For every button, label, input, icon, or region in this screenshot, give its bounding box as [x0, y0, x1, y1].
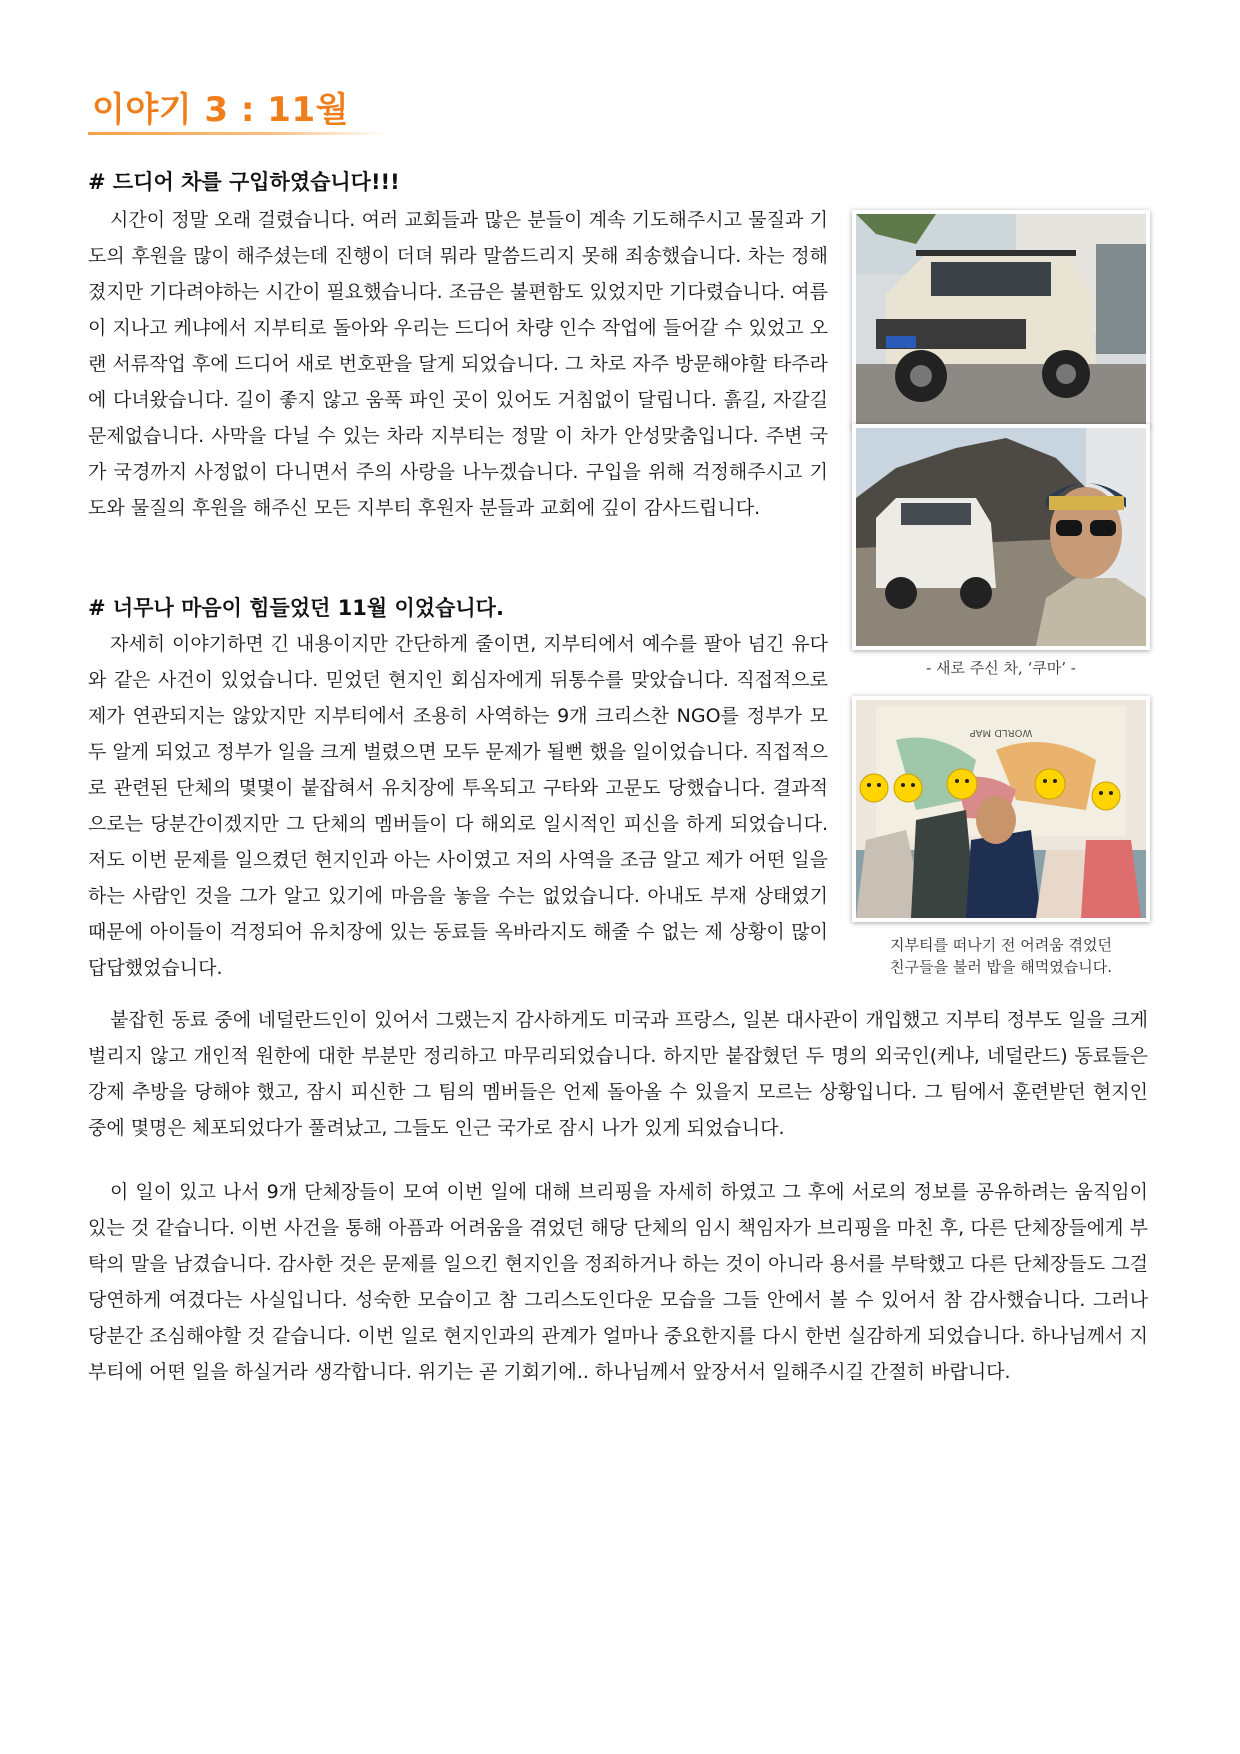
world-map-label: WORLD MAP: [969, 727, 1033, 738]
car-photo-selfie: [852, 424, 1150, 650]
car-caption: - 새로 주신 차, ‘쿠마’ -: [926, 659, 1076, 677]
paragraph-briefing: 이 일이 있고 나서 9개 단체장들이 모여 이번 일에 대해 브리핑을 자세히 하였고 그 후에 서로의 정보를 공유하려는 움직임이 있는 것 같습니다. 이번 사건을 통해 아픔과 어려움을 겪었던 해당 단체의 임시 책임자가 브리핑을 마친 후, 다른 단체장들에게 부탁의 말을 남겼습니다. 감사한 것은 문제를 일으킨 현지인을 정죄하거나 하는 것이 아니라 용서를 부탁했고 다른 단체장들도 그걸 당연하게 여겼다는 사실입니다. 성숙한 모습이고 참 그리스도인다운 모습을 그들 안에서 볼 수 있어서 참 감사했습니다. 그러나 당분간 조심해야할 것 같습니다. 이번 일로 현지인과의 관계가 얼마나 중요한지를 다시 한번 실감하게 되었습니다. 하나님께서 지부티에 어떤 일을 하실거라 생각합니다. 위기는 곧 기회기에.. 하나님께서 앞장서서 일해주시길 간절히 바랍니다.: [88, 1181, 1148, 1383]
paragraph-embassy: 붙잡힌 동료 중에 네덜란드인이 있어서 그랬는지 감사하게도 미국과 프랑스, 일본 대사관이 개입했고 지부티 정부도 일을 크게 벌리지 않고 개인적 원한에 대한 부분만 정리하고 마무리되었습니다. 하지만 붙잡혔던 두 명의 외국인(케냐, 네덜란드) 동료들은 강제 추방을 당해야 했고, 잠시 피신한 그 팀의 멤버들은 언제 돌아올 수 있을지 모르는 상황입니다. 그 팀에서 훈련받던 현지인 중에 몇명은 체포되었다가 풀려났고, 그들도 인근 국가로 잠시 나가 있게 되었습니다.: [88, 1009, 1148, 1139]
paragraph-november: 자세히 이야기하면 긴 내용이지만 간단하게 줄이면, 지부티에서 예수를 팔아 넘긴 유다와 같은 사건이 있었습니다. 믿었던 현지인 회심자에게 뒤통수를 맞았습니다. 직접적으로 제가 연관되지는 않았지만 지부티에서 조용히 사역하는 9개 크리스찬 NGO를 정부가 모두 알게 되었고 정부가 일을 크게 벌렸으면 모두 문제가 될뻔 했을 일이었습니다. 직접적으로 관련된 단체의 몇몇이 붙잡혀서 유치장에 투옥되고 구타와 고문도 당했습니다. 결과적으로는 당분간이겠지만 그 단체의 멤버들이 다 해외로 일시적인 피신을 하게 되었습니다. 저도 이번 문제를 일으켰던 현지인과 아는 사이였고 저의 사역을 조금 알고 제가 어떤 일을 하는 사람인 것을 그가 알고 있기에 마음을 놓을 수는 없었습니다. 아내도 부재 상태였기 때문에 아이들이 걱정되어 유치장에 있는 동료들 옥바라지도 해줄 수 없는 제 상황이 많이 답답했었습니다.: [88, 633, 828, 979]
title-underline: [88, 132, 388, 135]
friends-photo: [852, 696, 1150, 922]
section-heading-car: # 드디어 차를 구입하였습니다!!!: [88, 170, 400, 194]
car-photo-front: [852, 210, 1150, 428]
friends-caption-line-1: 지부티를 떠나기 전 어려움 겪었던: [890, 936, 1112, 954]
page-title: 이야기 3 : 11월: [92, 90, 349, 130]
car-selfie-image: [856, 428, 1146, 646]
friends-caption-line-2: 친구들을 불러 밥을 해먹였습니다.: [890, 958, 1112, 976]
section-heading-november: # 너무나 마음이 힘들었던 11월 이었습니다.: [88, 596, 504, 620]
paragraph-car: 시간이 정말 오래 걸렸습니다. 여러 교회들과 많은 분들이 계속 기도해주시고 물질과 기도의 후원을 많이 해주셨는데 진행이 더뎌 뭐라 말씀드리지 못해 죄송했습니다. 차는 정해졌지만 기다려야하는 시간이 필요했습니다. 조금은 불편함도 있었지만 기다렸습니다. 여름이 지나고 케냐에서 지부티로 돌아와 우리는 드디어 차량 인수 작업에 들어갈 수 있었고 오랜 서류작업 후에 드디어 새로 번호판을 달게 되었습니다. 그 차로 자주 방문해야할 타주라에 다녀왔습니다. 길이 좋지 않고 움푹 파인 곳이 있어도 거침없이 달립니다. 흙길, 자갈길 문제없습니다. 사막을 다닐 수 있는 차라 지부티는 정말 이 차가 안성맞춤입니다. 주변 국가 국경까지 사정없이 다니면서 주의 사랑을 나누겠습니다. 구입을 위해 걱정해주시고 기도와 물질의 후원을 해주신 모든 지부티 후원자 분들과 교회에 깊이 감사드립니다.: [88, 209, 828, 519]
car-front-image: [856, 214, 1146, 424]
friends-image: [856, 700, 1146, 918]
